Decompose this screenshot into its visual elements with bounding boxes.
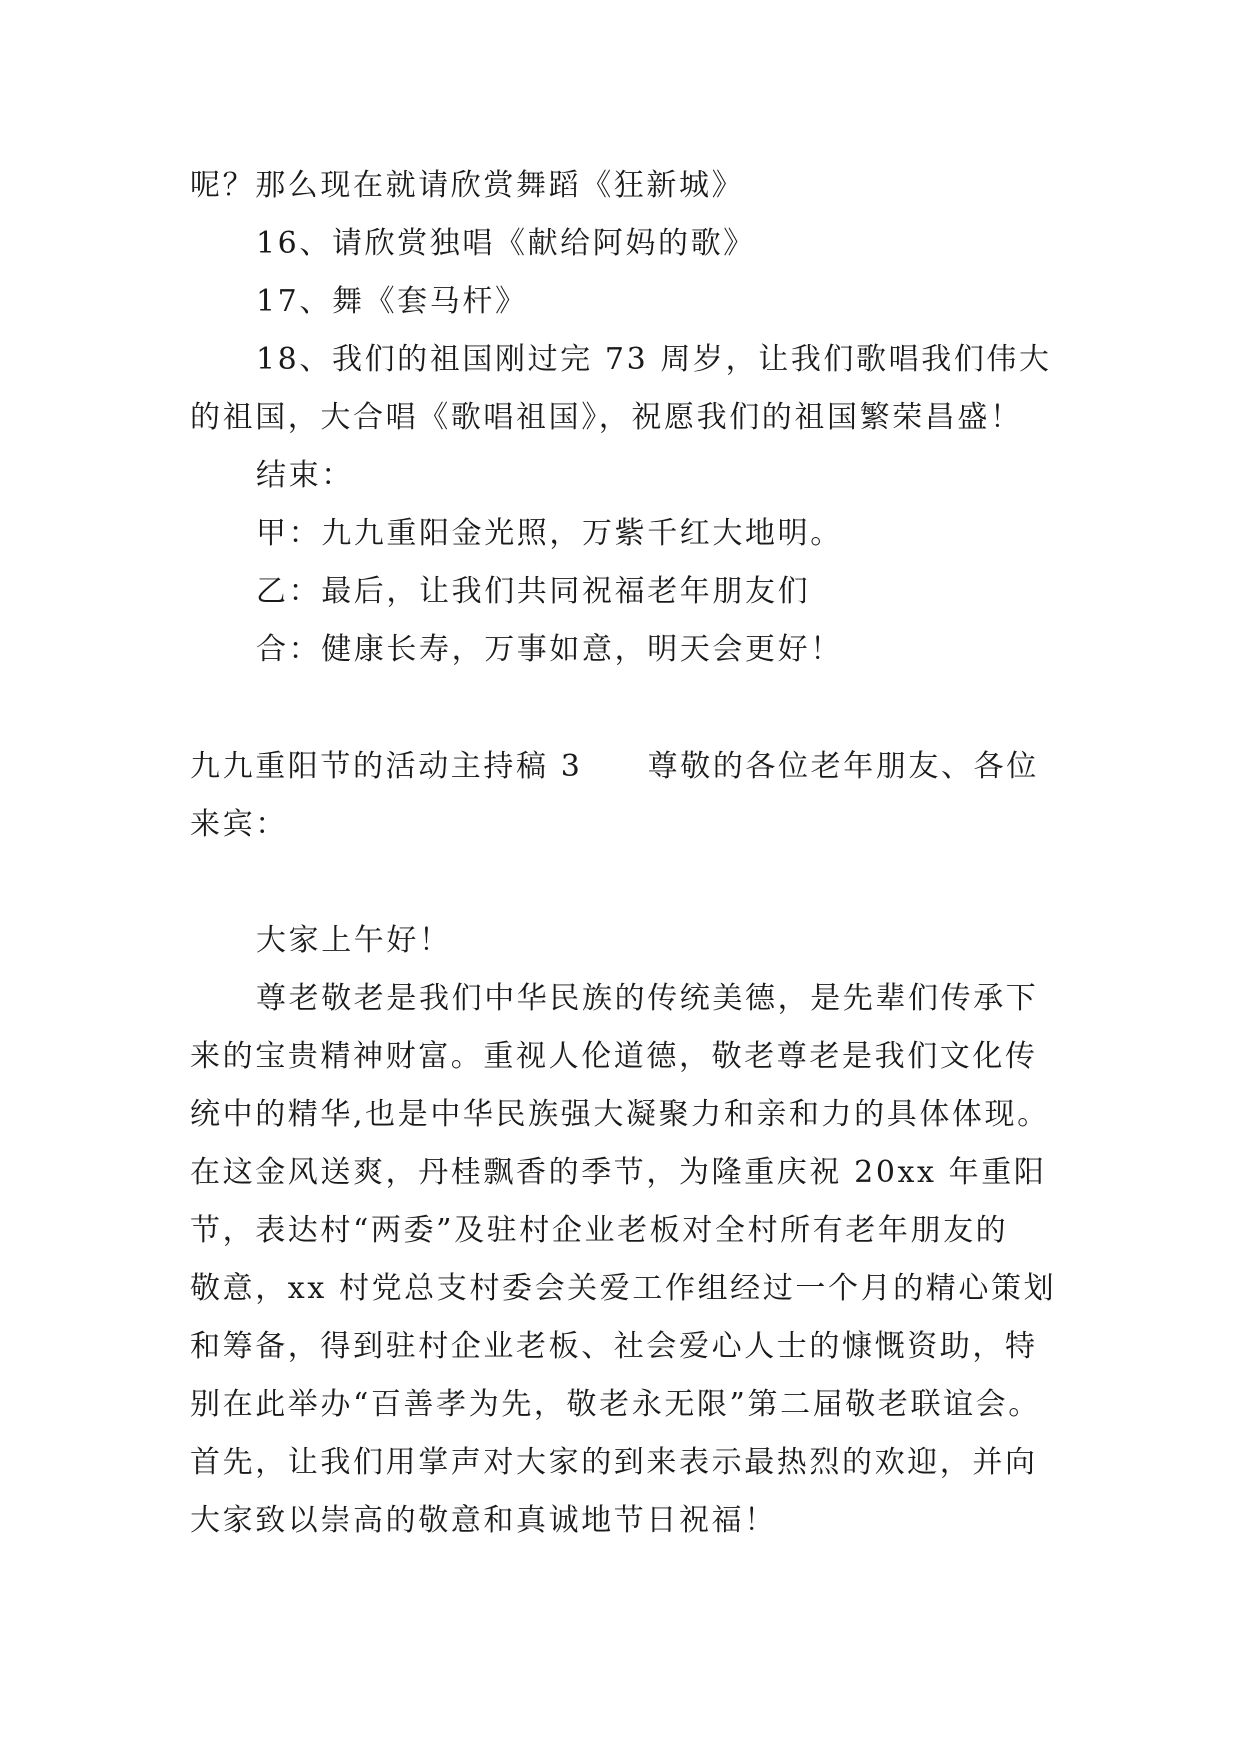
text-line: 别在此举办“百善孝为先，敬老永无限”第二届敬老联谊会。 [190,1387,1041,1422]
text-line: 在这金风送爽，丹桂飘香的季节，为隆重庆祝 20xx 年重阳 [190,1155,1047,1190]
text-line: 的祖国，大合唱《歌唱祖国》，祝愿我们的祖国繁荣昌盛！ [190,400,1023,435]
text-line: 17、舞《套马杆》 [256,284,528,319]
text-line: 来的宝贵精神财富。重视人伦道德，敬老尊老是我们文化传 [190,1039,1038,1074]
text-line: 呢？那么现在就请欣赏舞蹈《狂新城》 [190,168,745,203]
text-line: 结束： [256,458,354,493]
text-line: 18、我们的祖国刚过完 73 周岁，让我们歌唱我们伟大 [256,342,1052,377]
text-line: 合：健康长寿，万事如意，明天会更好！ [256,632,843,667]
text-line: 尊老敬老是我们中华民族的传统美德，是先辈们传承下 [256,981,1039,1016]
text-line: 来宾： [190,807,288,842]
text-line: 和筹备，得到驻村企业老板、社会爱心人士的慷慨资助，特 [190,1329,1038,1364]
text-line: 敬意，xx 村党总支村委会关爱工作组经过一个月的精心策划 [190,1271,1057,1306]
text-line: 统中的精华,也是中华民族强大凝聚力和亲和力的具体体现。 [190,1097,1050,1132]
text-line: 首先，让我们用掌声对大家的到来表示最热烈的欢迎，并向 [190,1445,1038,1480]
section-title: 九九重阳节的活动主持稿 3 尊敬的各位老年朋友、各位 [190,749,1039,784]
text-line: 大家致以崇高的敬意和真诚地节日祝福！ [190,1503,777,1538]
text-line: 大家上午好！ [256,923,452,958]
text-line: 节，表达村“两委”及驻村企业老板对全村所有老年朋友的 [190,1213,1009,1248]
text-line: 甲：九九重阳金光照，万紫千红大地明。 [256,516,843,551]
text-line: 16、请欣赏独唱《献给阿妈的歌》 [256,226,756,261]
text-line: 乙：最后，让我们共同祝福老年朋友们 [256,574,811,609]
